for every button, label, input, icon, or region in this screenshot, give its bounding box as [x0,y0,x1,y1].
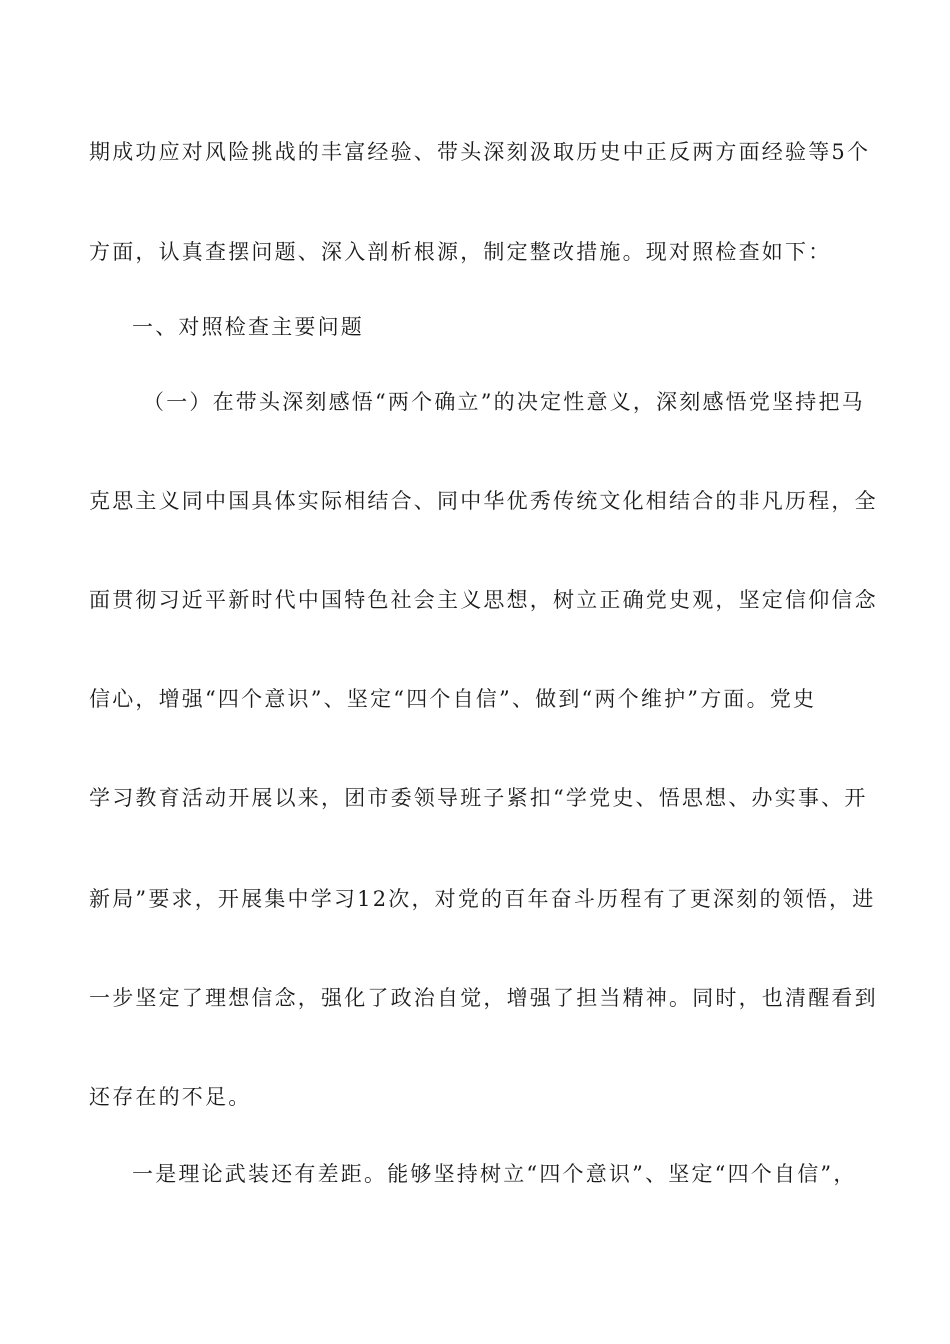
paragraph-line-9: 新局”要求，开展集中学习12次，对党的百年奋斗历程有了更深刻的领悟，进 [89,887,876,911]
paragraph-line-10: 一步坚定了理想信念，强化了政治自觉，增强了担当精神。同时，也清醒看到 [89,986,878,1010]
subsection-heading: （一）在带头深刻感悟“两个确立”的决定性意义，深刻感悟党坚持把马 [143,390,865,414]
section-heading: 一、对照检查主要问题 [132,315,364,339]
paragraph-line-7: 信心，增强“四个意识”、坚定“四个自信”、做到“两个维护”方面。党史 [89,687,817,711]
paragraph-line-2: 方面，认真查摆问题、深入剖析根源，制定整改措施。现对照检查如下： [89,240,832,264]
paragraph-line-8: 学习教育活动开展以来，团市委领导班子紧扣“学党史、悟思想、办实事、开 [89,786,868,810]
paragraph-line-11: 还存在的不足。 [89,1085,252,1109]
paragraph-line-1: 期成功应对风险挑战的丰富经验、带头深刻汲取历史中正反两方面经验等5个 [89,140,871,164]
paragraph-line-12: 一是理论武装还有差距。能够坚持树立“四个意识”、坚定“四个自信”， [132,1162,857,1186]
paragraph-line-5: 克思主义同中国具体实际相结合、同中华优秀传统文化相结合的非凡历程，全 [89,489,878,513]
paragraph-line-6: 面贯彻习近平新时代中国特色社会主义思想，树立正确党史观，坚定信仰信念 [89,588,878,612]
